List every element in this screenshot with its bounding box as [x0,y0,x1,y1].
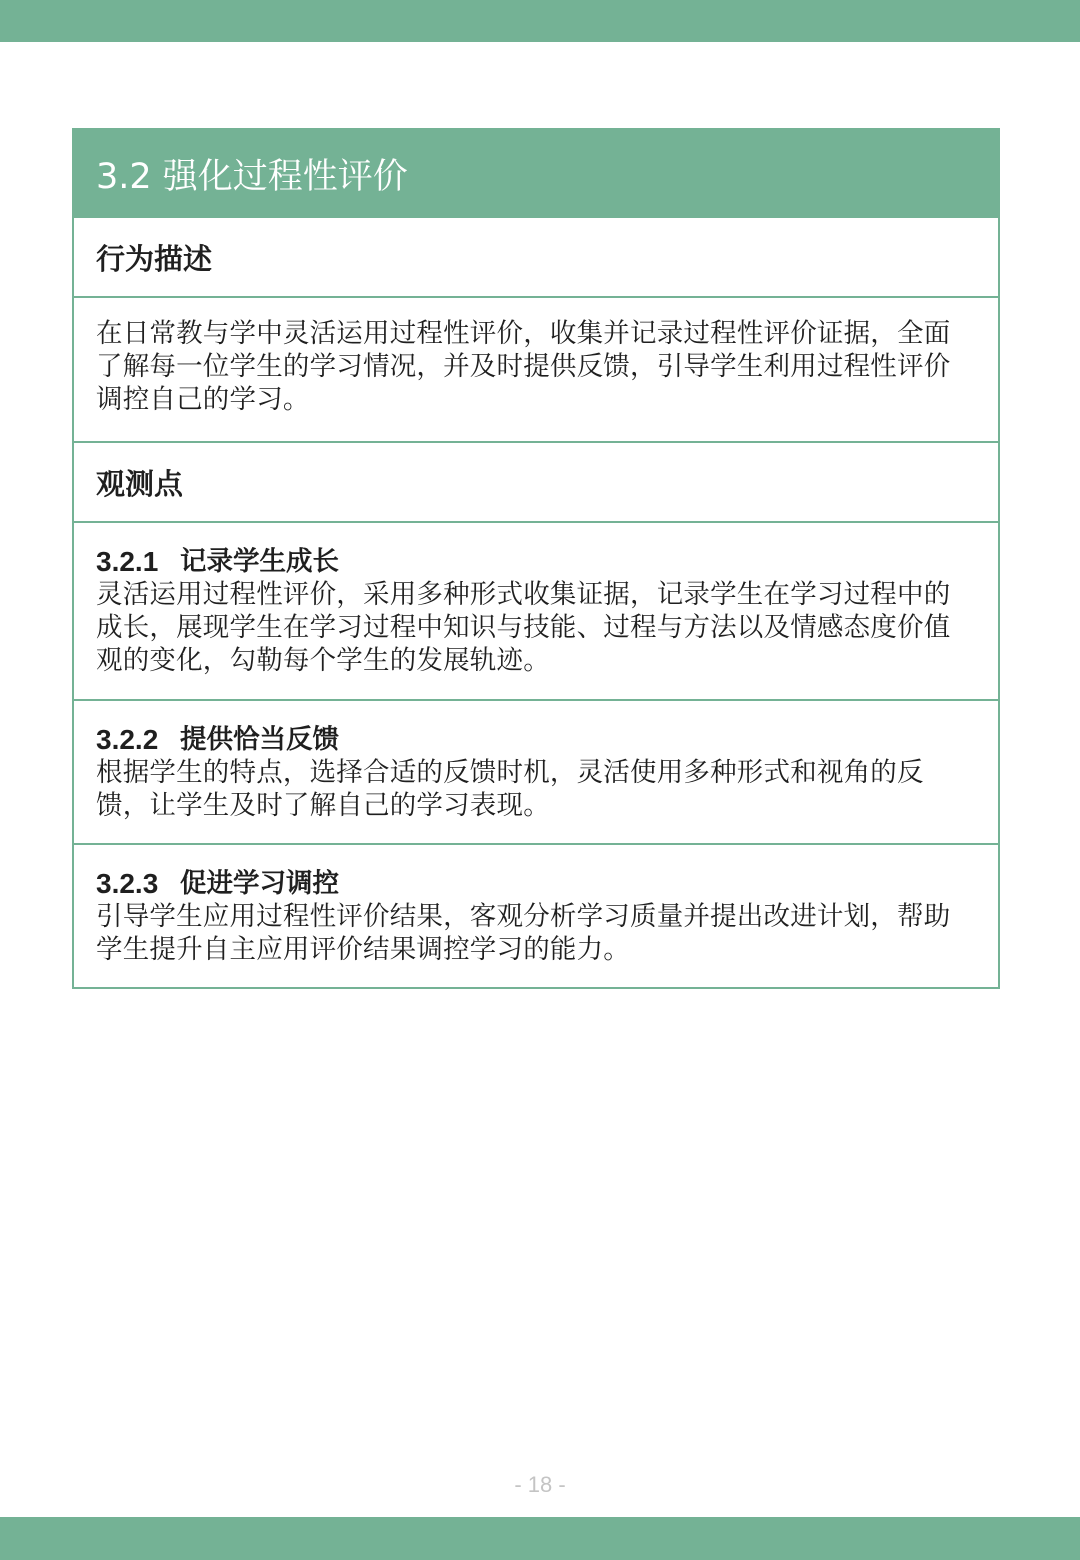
observation-point [74,521,998,699]
point-number: 3.2.2 [96,724,159,755]
point-heading [96,723,976,756]
observation-point [74,843,998,987]
observation-heading-row [74,441,998,521]
point-text: 引导学生应用过程性评价结果，客观分析学习质量并提出改进计划，帮助学生提升自主应用评价结果调控学习的能力。 [96,901,951,965]
point-number: 3.2.3 [96,868,159,899]
point-number: 3.2.1 [96,546,159,577]
observation-point [74,699,998,843]
description-heading-row [74,216,998,296]
content-table [72,128,1000,989]
description-row [74,296,998,441]
section-title-row [74,130,998,216]
description-text: 在日常教与学中灵活运用过程性评价，收集并记录过程性评价证据，全面了解每一位学生的学习情况，并及时提供反馈，引导学生利用过程性评价调控自己的学习。 [96,318,951,415]
point-heading [96,867,976,900]
observation-heading: 观测点 [96,466,184,501]
point-title: 提供恰当反馈 [180,724,339,755]
page-number: - 18 - [514,1472,566,1497]
point-text: 根据学生的特点，选择合适的反馈时机，灵活使用多种形式和视角的反馈，让学生及时了解自己的学习表现。 [96,757,924,821]
point-text: 灵活运用过程性评价，采用多种形式收集证据，记录学生在学习过程中的成长，展现学生在学习过程中知识与技能、过程与方法以及情感态度价值观的变化，勾勒每个学生的发展轨迹。 [96,579,951,676]
section-title: 3.2 强化过程性评价 [96,157,408,197]
description-heading: 行为描述 [96,241,213,276]
bottom-decor-bar [0,1517,1080,1560]
point-heading [96,545,976,578]
point-title: 记录学生成长 [180,546,339,577]
point-title: 促进学习调控 [180,868,339,899]
top-decor-bar [0,0,1080,42]
